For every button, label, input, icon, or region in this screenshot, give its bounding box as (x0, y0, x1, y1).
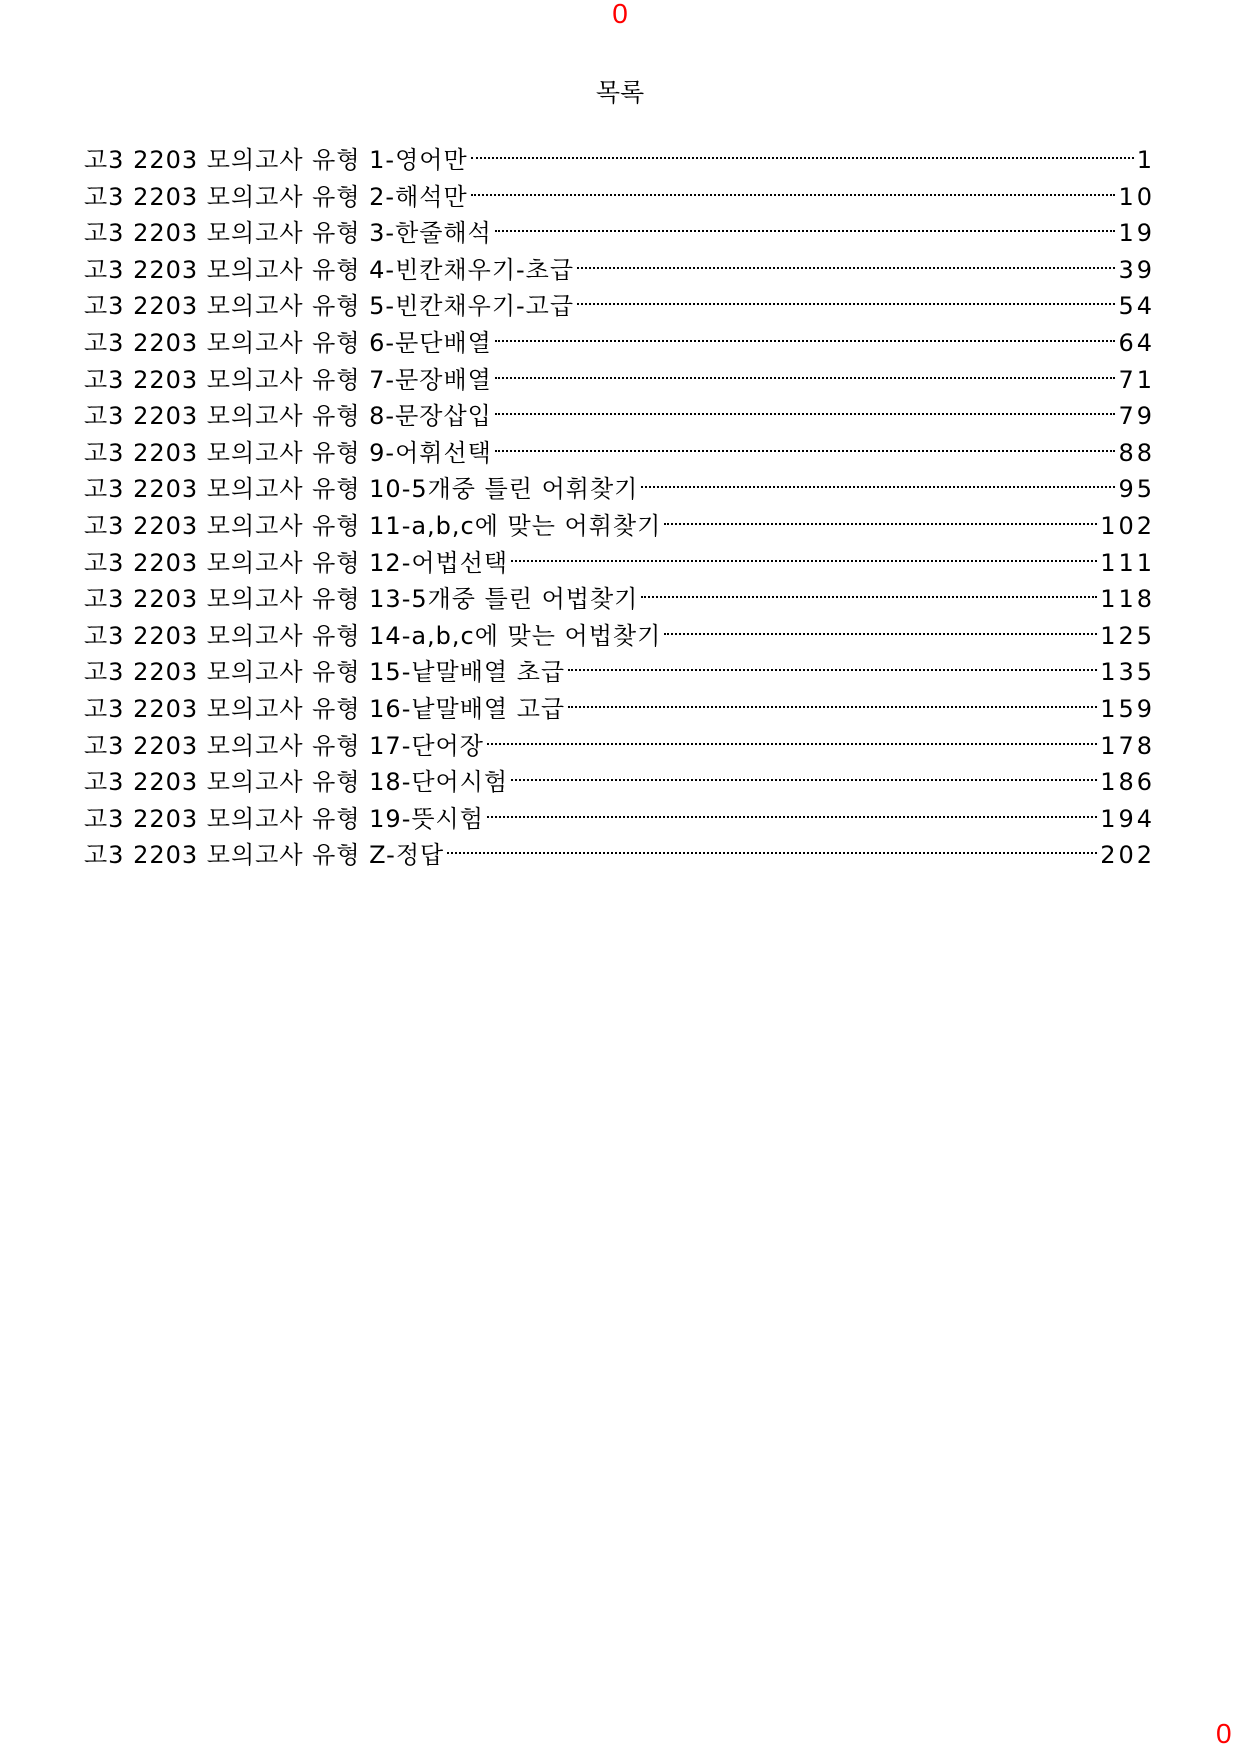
toc-entry[interactable] (84, 362, 1155, 399)
toc-entry[interactable] (84, 801, 1155, 838)
toc-entry-label: 고3 2203 모의고사 유형 Z-정답 (84, 841, 445, 870)
toc-entry-page: 159 (1100, 694, 1155, 723)
toc-dot-leader (495, 413, 1116, 415)
toc-entry-label: 고3 2203 모의고사 유형 18-단어시험 (84, 768, 509, 797)
toc-entry-page: 1 (1136, 146, 1155, 174)
toc-entry-label: 고3 2203 모의고사 유형 15-낱말배열 초급 (84, 658, 566, 687)
toc-entry-label: 고3 2203 모의고사 유형 8-문장삽입 (84, 402, 492, 431)
toc-entry[interactable] (84, 508, 1155, 545)
toc-dot-leader (495, 230, 1116, 232)
toc-entry[interactable] (84, 325, 1155, 362)
toc-dot-leader (495, 450, 1116, 452)
toc-dot-leader (664, 523, 1097, 525)
toc-dot-leader (641, 486, 1115, 488)
toc-entry-label: 고3 2203 모의고사 유형 7-문장배열 (84, 365, 492, 394)
toc-entry[interactable] (84, 215, 1155, 252)
toc-dot-leader (511, 779, 1097, 781)
toc-entry-label: 고3 2203 모의고사 유형 4-빈칸채우기-초급 (84, 255, 575, 284)
toc-entry-page: 88 (1118, 438, 1155, 467)
toc-dot-leader (664, 633, 1097, 635)
toc-entry[interactable] (84, 252, 1155, 289)
toc-entry-label: 고3 2203 모의고사 유형 1-영어만 (84, 146, 468, 174)
toc-dot-leader (641, 596, 1097, 598)
toc-dot-leader (495, 340, 1116, 342)
toc-entry-page: 95 (1118, 475, 1155, 504)
toc-entry-label: 고3 2203 모의고사 유형 2-해석만 (84, 182, 468, 211)
toc-entry-label: 고3 2203 모의고사 유형 16-낱말배열 고급 (84, 694, 566, 723)
toc-entry-page: 111 (1100, 548, 1155, 577)
toc-entry[interactable] (84, 398, 1155, 435)
toc-entry-label: 고3 2203 모의고사 유형 17-단어장 (84, 731, 484, 760)
toc-entry-label: 고3 2203 모의고사 유형 3-한줄해석 (84, 219, 492, 248)
toc-dot-leader (511, 560, 1097, 562)
toc-entry-page: 19 (1118, 219, 1155, 248)
toc-dot-leader (577, 267, 1115, 269)
toc-entry[interactable] (84, 142, 1155, 179)
toc-entry[interactable] (84, 764, 1155, 801)
toc-entry-page: 186 (1100, 768, 1155, 797)
toc-entry[interactable] (84, 581, 1155, 618)
toc-entry-page: 125 (1100, 621, 1155, 650)
toc-entry-label: 고3 2203 모의고사 유형 5-빈칸채우기-고급 (84, 292, 575, 321)
toc-entry[interactable] (84, 288, 1155, 325)
toc-entry-page: 202 (1100, 841, 1155, 870)
page-number-top: 0 (612, 0, 628, 29)
page-number-bottom: 0 (1216, 1718, 1232, 1749)
table-of-contents (84, 142, 1155, 874)
toc-entry-page: 194 (1100, 804, 1155, 833)
toc-entry[interactable] (84, 837, 1155, 874)
toc-entry-label: 고3 2203 모의고사 유형 13-5개중 틀린 어법찾기 (84, 585, 639, 614)
toc-entry-label: 고3 2203 모의고사 유형 9-어휘선택 (84, 438, 492, 467)
toc-dot-leader (577, 303, 1115, 305)
toc-entry-label: 고3 2203 모의고사 유형 19-뜻시험 (84, 804, 484, 833)
toc-entry-page: 10 (1118, 182, 1155, 211)
toc-entry[interactable] (84, 618, 1155, 655)
toc-title: 목록 (595, 78, 645, 107)
toc-entry-page: 135 (1100, 658, 1155, 687)
toc-entry-page: 178 (1100, 731, 1155, 760)
toc-entry-page: 54 (1118, 292, 1155, 321)
toc-dot-leader (495, 377, 1116, 379)
toc-entry-label: 고3 2203 모의고사 유형 6-문단배열 (84, 328, 492, 357)
toc-dot-leader (471, 194, 1116, 196)
toc-dot-leader (487, 816, 1097, 818)
toc-entry-label: 고3 2203 모의고사 유형 10-5개중 틀린 어휘찾기 (84, 475, 639, 504)
toc-entry-label: 고3 2203 모의고사 유형 14-a,b,c에 맞는 어법찾기 (84, 621, 662, 650)
toc-entry[interactable] (84, 471, 1155, 508)
toc-entry-label: 고3 2203 모의고사 유형 11-a,b,c에 맞는 어휘찾기 (84, 511, 662, 540)
toc-entry-page: 64 (1118, 328, 1155, 357)
toc-entry-page: 118 (1100, 585, 1155, 614)
toc-dot-leader (471, 157, 1134, 159)
toc-dot-leader (568, 669, 1097, 671)
toc-dot-leader (447, 852, 1097, 854)
toc-entry[interactable] (84, 654, 1155, 691)
toc-entry[interactable] (84, 435, 1155, 472)
toc-entry-page: 71 (1118, 365, 1155, 394)
toc-entry-page: 39 (1118, 255, 1155, 284)
toc-entry[interactable] (84, 728, 1155, 765)
toc-entry-label: 고3 2203 모의고사 유형 12-어법선택 (84, 548, 509, 577)
toc-dot-leader (568, 706, 1097, 708)
toc-dot-leader (487, 743, 1097, 745)
toc-entry-page: 79 (1118, 402, 1155, 431)
toc-entry[interactable] (84, 179, 1155, 216)
toc-entry[interactable] (84, 691, 1155, 728)
toc-entry-page: 102 (1100, 511, 1155, 540)
toc-entry[interactable] (84, 545, 1155, 582)
